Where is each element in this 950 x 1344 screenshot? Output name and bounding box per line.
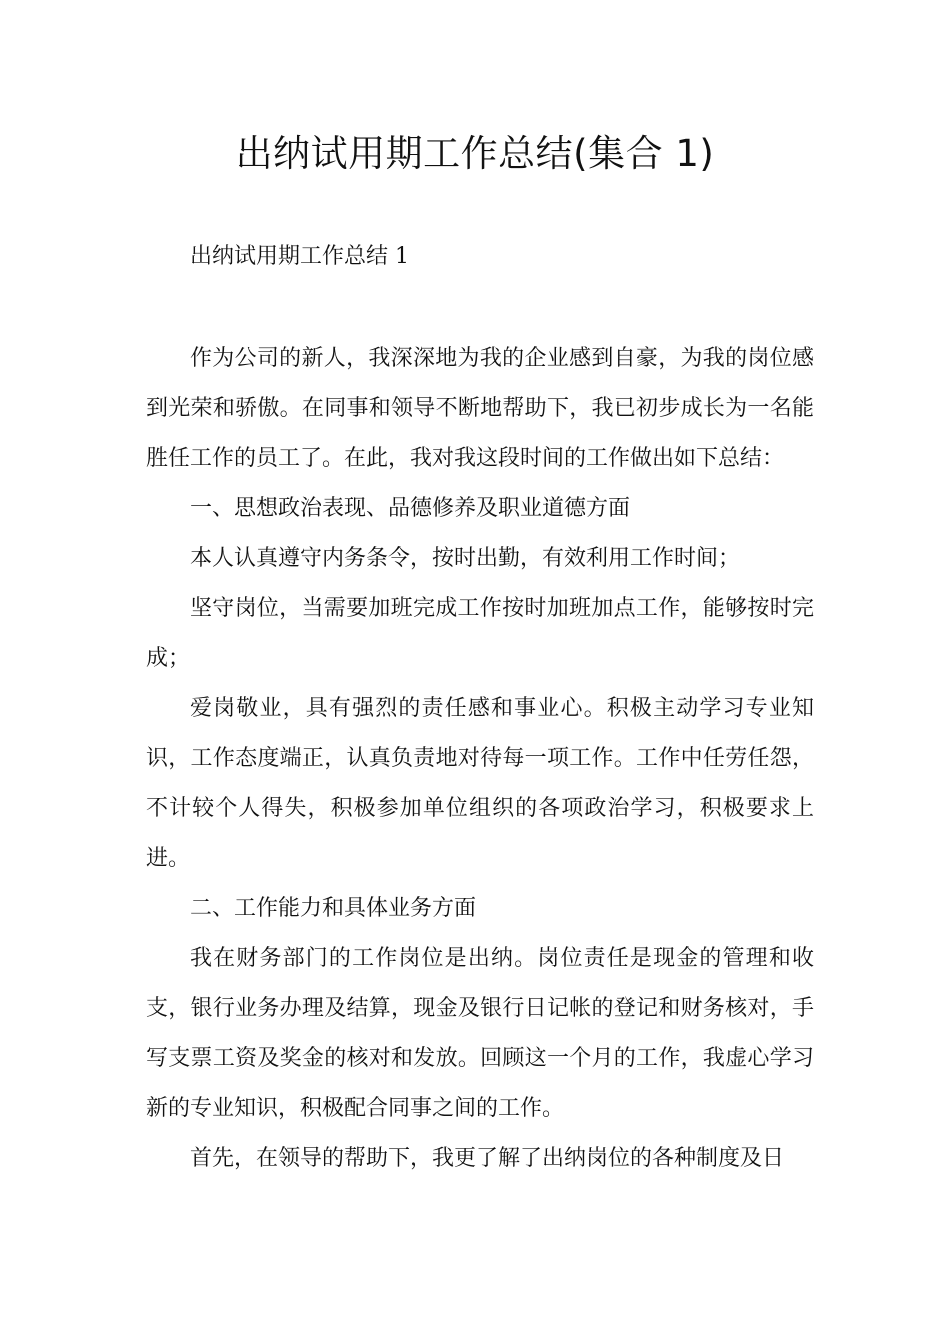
paragraph-attendance: 本人认真遵守内务条令，按时出勤，有效利用工作时间； [190,546,741,571]
section-subtitle: 出纳试用期工作总结 1 [190,244,409,269]
paragraph-first: 首先，在领导的帮助下，我更了解了出纳岗位的各种制度及日 [190,1146,785,1171]
document-title: 出纳试用期工作总结(集合 1) [235,132,715,175]
paragraph-dedication: 爱岗敬业，具有强烈的责任感和事业心。积极主动学习专业知识，工作态度端正，认真负责地对待每一项工作。工作中任劳任怨，不计较个人得失，积极参加单位组织的各项政治学习，积极要求上进。 [146,696,814,871]
document-body [146,232,814,1184]
paragraph-intro: 作为公司的新人，我深深地为我的企业感到自豪，为我的岗位感到光荣和骄傲。在同事和领导不断地帮助下，我已初步成长为一名能胜任工作的员工了。在此，我对我这段时间的工作做出如下总结： [146,346,814,471]
section-heading-ethics: 一、思想政治表现、品德修养及职业道德方面 [190,496,631,521]
paragraph-overtime: 坚守岗位，当需要加班完成工作按时加班加点工作，能够按时完成； [146,596,814,671]
section-heading-ability: 二、工作能力和具体业务方面 [190,896,477,921]
paragraph-cashier-duties: 我在财务部门的工作岗位是出纳。岗位责任是现金的管理和收支，银行业务办理及结算，现金及银行日记帐的登记和财务核对，手写支票工资及奖金的核对和发放。回顾这一个月的工作，我虚心学习新的专业知识，积极配合同事之间的工作。 [146,946,814,1121]
